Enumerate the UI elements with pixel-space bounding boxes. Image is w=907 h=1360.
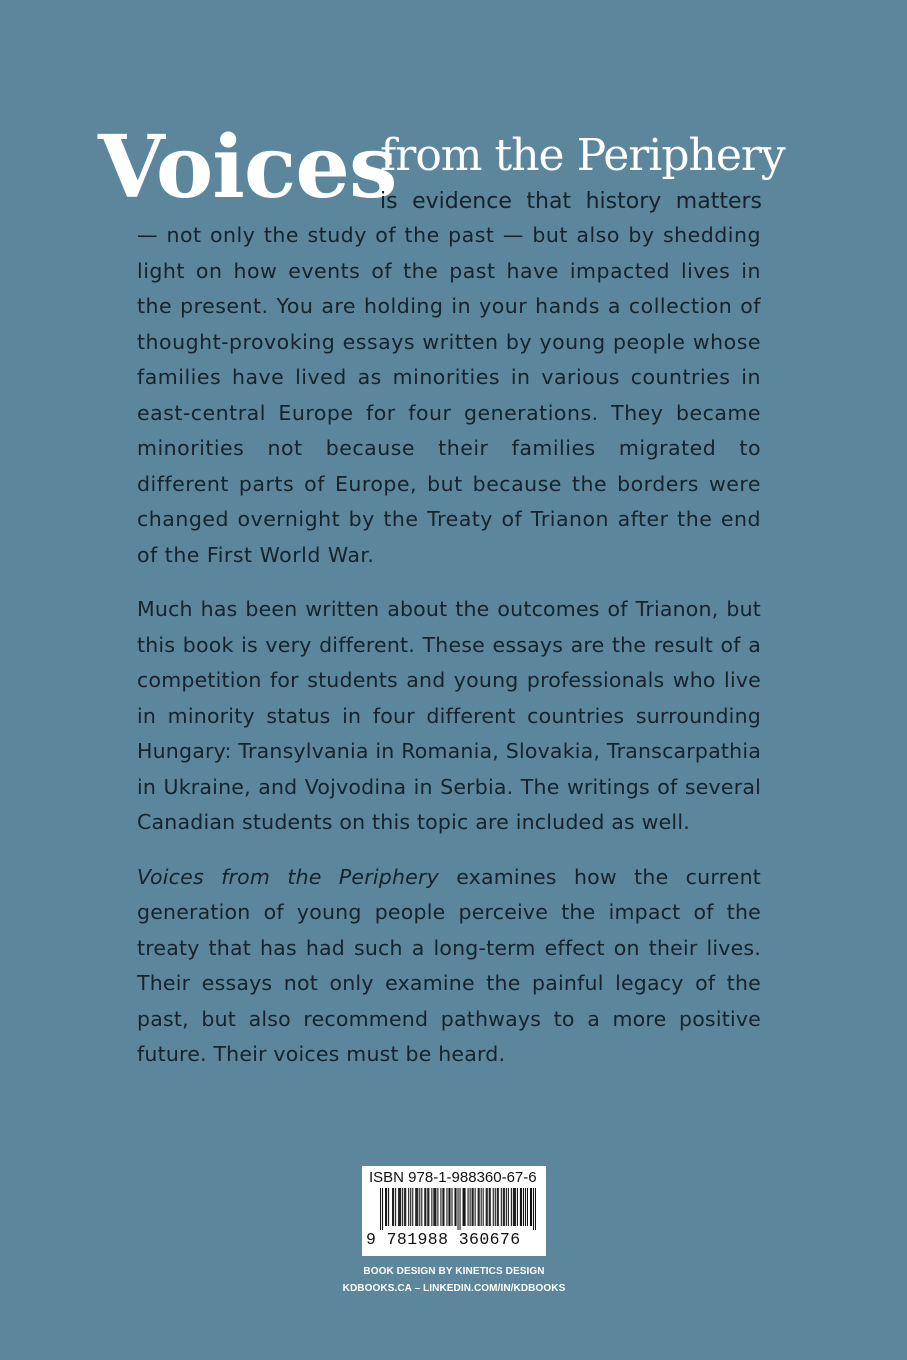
barcode-bar: [386, 1188, 387, 1226]
barcode-bar: [443, 1188, 444, 1226]
barcode-bar: [451, 1188, 452, 1226]
barcode-bar: [416, 1188, 417, 1226]
barcode-bar: [465, 1188, 466, 1226]
barcode-bar: [448, 1188, 449, 1226]
barcode-bar: [410, 1188, 411, 1226]
isbn-barcode-box: [362, 1166, 546, 1256]
barcode-bar: [473, 1188, 474, 1226]
barcode-bar: [523, 1188, 524, 1226]
barcode-bar: [527, 1188, 528, 1226]
barcode-bar: [468, 1188, 469, 1226]
title-from-the-periphery: from the Periphery: [380, 130, 785, 181]
barcode-bar: [446, 1188, 447, 1226]
paragraph-2: Much has been written about the outcomes of Trianon, but this book is very different. These essays are the result of a competition for students and young professionals who live in minority status in four different countries surrounding Hungary: Transylvania in Romania, Slovakia, Transcarpathia in Ukraine, and Vojvodina in Serbia. The writings of several Canadian students on this topic are included as well.: [137, 597, 761, 834]
barcode-bar: [380, 1188, 381, 1230]
isbn-digits: 9 781988 360676: [366, 1230, 521, 1249]
barcode-bar: [392, 1188, 393, 1226]
paragraph-3-text: examines how the current generation of young people perceive the impact of the treaty that has had such a long-term effect on their lives. Their essays not only examine the painful legacy of the past, but also recommend pathways to a more positive future. Their voices must be heard.: [137, 864, 762, 1066]
barcode-bar: [431, 1188, 432, 1226]
barcode-bar: [517, 1188, 518, 1226]
barcode-bar: [520, 1188, 521, 1226]
barcode-bar: [490, 1188, 491, 1226]
barcode-bar: [521, 1188, 522, 1226]
barcode-bar: [399, 1188, 400, 1226]
barcode-bar: [487, 1188, 488, 1226]
barcode-bar: [442, 1188, 443, 1226]
barcode-bar: [458, 1188, 459, 1230]
credit-line-2: KDBOOKS.CA – LINKEDIN.COM/IN/KDBOOKS: [342, 1283, 566, 1294]
barcode-bar: [497, 1188, 498, 1226]
barcode-bar: [382, 1188, 383, 1230]
barcode-bar: [533, 1188, 534, 1230]
barcode-bar: [427, 1188, 428, 1226]
barcode-bar: [412, 1188, 413, 1226]
barcode-bar: [530, 1188, 531, 1226]
barcode-bar: [437, 1188, 438, 1226]
barcode-bar: [388, 1188, 389, 1226]
barcode-bar: [503, 1188, 504, 1226]
design-credits: [300, 1263, 608, 1297]
barcode-bar: [478, 1188, 479, 1226]
barcode-bar: [405, 1188, 406, 1226]
barcode-bar: [395, 1188, 396, 1226]
barcode-bar: [515, 1188, 516, 1226]
barcode-bar: [504, 1188, 505, 1226]
barcode-bar: [525, 1188, 526, 1226]
barcode-bar: [428, 1188, 429, 1226]
barcode-bar: [385, 1188, 386, 1226]
barcode-icon: [380, 1188, 536, 1230]
barcode-bar: [508, 1188, 509, 1226]
barcode-bar: [531, 1188, 532, 1226]
barcode-bar: [421, 1188, 422, 1226]
barcode-bar: [498, 1188, 499, 1226]
credit-line-1: BOOK DESIGN BY KINETICS DESIGN: [363, 1266, 545, 1277]
barcode-bar: [424, 1188, 425, 1226]
paragraph-3: [137, 860, 761, 1073]
barcode-bar: [464, 1188, 465, 1226]
barcode-bar: [402, 1188, 403, 1226]
barcode-bar: [417, 1188, 418, 1226]
barcode-bar: [398, 1188, 399, 1226]
barcode-bar: [483, 1188, 484, 1226]
book-title-italic: Voices from the Periphery: [137, 864, 439, 889]
barcode-bar: [454, 1188, 455, 1226]
barcode-bar: [435, 1188, 436, 1226]
blurb-body: [137, 218, 761, 1092]
barcode-bar: [481, 1188, 482, 1226]
paragraph-1: — not only the study of the past — but also by shedding light on how events of the past have impacted lives in the present. You are holding in your hands a collection of thought-provoking essays written by young people whose families have lived as minorities in various countries in east-central Europe for four generations. They became minorities not because their families migrated to different parts of Europe, but because the borders were changed overnight by the Treaty of Trianon after the end of the First World War.: [137, 223, 761, 567]
barcode-bar: [433, 1188, 434, 1226]
barcode-bar: [460, 1188, 461, 1230]
barcode-bar: [449, 1188, 450, 1226]
barcode-bar: [470, 1188, 471, 1226]
barcode-bar: [493, 1188, 494, 1226]
barcode-bar: [489, 1188, 490, 1226]
barcode-bar: [408, 1188, 409, 1226]
barcode-bar: [463, 1188, 464, 1226]
barcode-bar: [425, 1188, 426, 1226]
barcode-bar: [513, 1188, 514, 1226]
barcode-bar: [475, 1188, 476, 1226]
barcode-bar: [455, 1188, 456, 1226]
barcode-bar: [506, 1188, 507, 1226]
barcode-bar: [393, 1188, 394, 1226]
barcode-bar: [511, 1188, 512, 1226]
barcode-bar: [419, 1188, 420, 1226]
lead-first-line: is evidence that history matters: [380, 189, 762, 214]
barcode-bar: [404, 1188, 405, 1226]
barcode-bar: [514, 1188, 515, 1226]
title-voices: Voices: [98, 117, 397, 218]
barcode-bar: [400, 1188, 401, 1226]
barcode-bar: [472, 1188, 473, 1226]
barcode-bar: [495, 1188, 496, 1226]
barcode-bar: [486, 1188, 487, 1226]
barcode-bar: [535, 1188, 536, 1230]
isbn-label: ISBN 978-1-988360-67-6: [369, 1169, 537, 1186]
barcode-bar: [440, 1188, 441, 1226]
barcode-bar: [415, 1188, 416, 1226]
barcode-bar: [479, 1188, 480, 1226]
barcode-bar: [501, 1188, 502, 1226]
barcode-bar: [434, 1188, 435, 1226]
